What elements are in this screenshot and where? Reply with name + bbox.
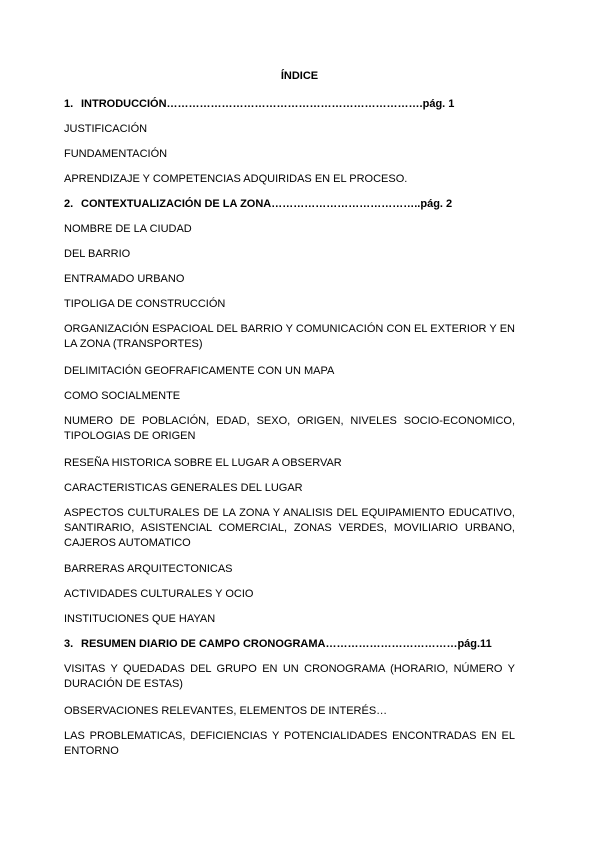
index-item: COMO SOCIALMENTE (64, 390, 181, 402)
index-item: VISITAS Y QUEDADAS DEL GRUPO EN UN CRONOGRAMA (HORARIO, NÚMERO Y DURACIÓN DE ESTAS) (64, 663, 515, 690)
index-title: ÍNDICE (280, 70, 319, 82)
index-item: RESEÑA HISTORICA SOBRE EL LUGAR A OBSERVAR (64, 457, 342, 469)
section-number: 1. (64, 98, 74, 110)
index-item: DEL BARRIO (64, 248, 131, 260)
heading-introduccion (64, 97, 515, 112)
index-item: ACTIVIDADES CULTURALES Y OCIO (64, 588, 254, 600)
section-number: 3. (64, 638, 74, 650)
index-item: CARACTERISTICAS GENERALES DEL LUGAR (64, 482, 303, 494)
index-item: DELIMITACIÓN GEOFRAFICAMENTE CON UN MAPA (64, 365, 335, 377)
index-item: BARRERAS ARQUITECTONICAS (64, 563, 233, 575)
index-item: ORGANIZACIÓN ESPACIOAL DEL BARRIO Y COMUNICACIÓN CON EL EXTERIOR Y EN LA ZONA (TRANSPORTES) (64, 323, 515, 350)
index-item: NUMERO DE POBLACIÓN, EDAD, SEXO, ORIGEN, NIVELES SOCIO-ECONOMICO, TIPOLOGIAS DE ORIGEN (64, 415, 515, 442)
heading-contextualizacion (64, 197, 515, 212)
index-item: TIPOLIGA DE CONSTRUCCIÓN (64, 298, 226, 310)
section-number: 2. (64, 198, 74, 210)
index-item: NOMBRE DE LA CIUDAD (64, 223, 192, 235)
heading-text: RESUMEN DIARIO DE CAMPO CRONOGRAMA………………………………pág.11 (81, 638, 492, 650)
index-item: APRENDIZAJE Y COMPETENCIAS ADQUIRIDAS EN EL PROCESO. (64, 173, 408, 185)
heading-text: INTRODUCCIÓN…………………………………………………………….pág. 1 (81, 98, 455, 110)
index-item: LAS PROBLEMATICAS, DEFICIENCIAS Y POTENCIALIDADES ENCONTRADAS EN EL ENTORNO (64, 730, 515, 757)
heading-resumen-diario (64, 637, 515, 652)
index-item: OBSERVACIONES RELEVANTES, ELEMENTOS DE INTERÉS… (64, 705, 388, 717)
index-item: JUSTIFICACIÓN (64, 123, 148, 135)
index-item: FUNDAMENTACIÓN (64, 148, 168, 160)
index-item: ASPECTOS CULTURALES DE LA ZONA Y ANALISIS DEL EQUIPAMIENTO EDUCATIVO, SANTIRARIO, ASISTENCIAL COMERCIAL, ZONAS VERDES, MOVILIARIO URBANO, CAJEROS AUTOMATICO (64, 507, 515, 549)
index-item: ENTRAMADO URBANO (64, 273, 185, 285)
index-item: INSTITUCIONES QUE HAYAN (64, 613, 216, 625)
heading-text: CONTEXTUALIZACIÓN DE LA ZONA…………………………………..pág. 2 (81, 198, 453, 210)
